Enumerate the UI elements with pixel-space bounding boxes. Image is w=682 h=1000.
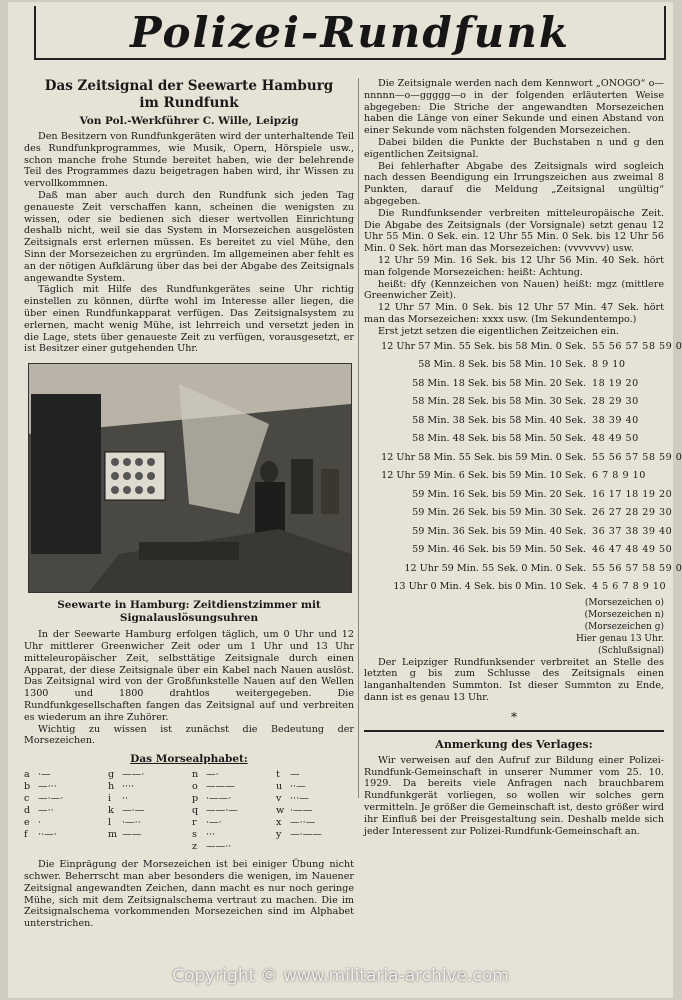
morse-entry — [108, 817, 186, 829]
morse-entry — [276, 805, 354, 817]
morse-letter: b — [24, 781, 31, 793]
paragraph: 12 Uhr 59 Min. 16 Sek. bis 12 Uhr 56 Min. 40 Sek. hört man folgende Morsezeichen: heißt: Achtung. — [364, 254, 664, 278]
morse-entry — [192, 841, 270, 853]
morse-heading: Das Morsealphabet: — [130, 753, 248, 766]
morse-letter: k — [108, 805, 114, 817]
morse-code: ——· — [122, 769, 145, 781]
morse-code: ·—·· — [122, 817, 141, 829]
schedule-row — [364, 338, 682, 357]
morse-letter — [276, 841, 286, 853]
column-divider — [358, 78, 359, 798]
schedule-seconds: 55 56 57 58 59 0 — [592, 340, 682, 352]
morse-code: · — [38, 817, 42, 829]
right-column — [364, 78, 682, 837]
morse-entry — [24, 781, 102, 793]
schedule-seconds: 18 19 20 — [592, 377, 639, 389]
morse-alphabet-table — [24, 769, 354, 853]
schedule-time: 58 Min. 18 Sek. bis 58 Min. 20 Sek. — [412, 377, 586, 389]
notice-title: Anmerkung des Verlages: — [435, 737, 593, 751]
note-o: (Morsezeichen o) — [584, 597, 664, 608]
separator-star: * — [511, 709, 517, 724]
photo-time-service-room — [28, 363, 352, 593]
article-title-line1: Das Zeitsignal der Seewarte Hamburg — [44, 78, 334, 94]
schedule-seconds: 26 27 28 29 30 — [592, 507, 673, 519]
schedule-row — [364, 356, 664, 375]
paragraph: Bei fehlerhafter Abgabe des Zeitsignals wird sogleich nach dessen Beendigung ein Irrungszeichen aus zweimal 8 Punkten, darauf die Meldung „Zeitsignal ungültig“ abgegeben. — [364, 160, 664, 207]
morse-entry — [108, 793, 186, 805]
article-title-line2: im Rundfunk — [139, 95, 239, 111]
notice-text: Wir verweisen auf den Aufruf zur Bildung einer Polizei-Rundfunk-Gemeinschaft in unserer Nummer vom 25. 10. 1929. Da bereits viele Anfragen nach brauchbarem Rundfunkgerät vorliegen, so wollen wir solches gern vermitteln. Je größer die Gemeinschaft ist, desto größer wird ihr Einfluß bei der Preisgestaltung sein. Deshalb melde sich jeder Interessent zur Polizei-Rundfunk-Gemeinschaft an. — [364, 754, 664, 837]
schedule-time: 13 Uhr 0 Min. 4 Sek. bis 0 Min. 10 Sek. — [393, 581, 586, 593]
article-title — [24, 78, 354, 112]
schedule-seconds: 55 56 57 58 59 0 — [592, 451, 682, 463]
morse-code: ···· — [122, 781, 135, 793]
morse-entry — [276, 793, 354, 805]
morse-code: — — [290, 769, 300, 781]
schedule-row — [364, 578, 667, 597]
morse-code: —·· — [38, 805, 54, 817]
morse-letter: g — [108, 769, 115, 781]
morse-entry — [192, 781, 270, 793]
schedule-row — [364, 523, 673, 542]
morse-entry — [24, 841, 102, 853]
morse-entry — [192, 793, 270, 805]
morse-code: ··· — [206, 829, 216, 841]
paragraph: In der Seewarte Hamburg erfolgen täglich, um 0 Uhr und 12 Uhr mittlerer Greenwicher Zeit oder um 1 Uhr und 13 Uhr mitteleuropäischer Zeit, selbsttätige Zeitsignale durch einen Apparat, der diese Zeitsignale über ein Kabel nach Nauen auslöst. Das Zeitsignal wird von der Großfunkstelle Nauen auf den Wellen 1300 und 1800 drahtlos weitergegeben. Die Rundfunkgesellschaften fangen das Zeitsignal auf und verbreiten es wiederum an ihre Zuhörer. — [24, 629, 354, 723]
morse-code: —··— — [290, 817, 316, 829]
morse-code: —·— — [122, 805, 145, 817]
schedule-time: 58 Min. 48 Sek. bis 58 Min. 50 Sek. — [412, 433, 586, 445]
morse-letter: m — [108, 829, 118, 841]
magazine-page — [8, 2, 682, 998]
schedule-row — [364, 449, 682, 468]
morse-code: —··· — [38, 781, 57, 793]
morse-letter: f — [24, 829, 28, 841]
schedule-seconds: 6 7 8 9 10 — [592, 470, 646, 482]
morse-entry — [24, 793, 102, 805]
schedule-time: 12 Uhr 58 Min. 55 Sek. bis 59 Min. 0 Sek. — [381, 451, 586, 463]
morse-code: —·—— — [290, 829, 322, 841]
schedule-time: 59 Min. 16 Sek. bis 59 Min. 20 Sek. — [412, 488, 586, 500]
time-signal-schedule — [364, 338, 682, 597]
byline: Von Pol.-Werkführer C. Wille, Leipzig — [79, 115, 299, 127]
schedule-row — [364, 467, 664, 486]
morse-code: ··— — [290, 781, 306, 793]
morse-letter — [24, 841, 34, 853]
morse-entry — [276, 781, 354, 793]
paragraph: Dabei bilden die Punkte der Buchstaben n und g den eigentlichen Zeitsignal. — [364, 136, 664, 160]
morse-letter: l — [108, 817, 112, 829]
morse-letter: p — [192, 793, 199, 805]
morse-code: —·—· — [38, 793, 64, 805]
morse-code: ·· — [122, 793, 129, 805]
morse-code: ——·· — [206, 841, 232, 853]
schedule-seconds: 38 39 40 — [592, 414, 639, 426]
morse-letter: i — [108, 793, 112, 805]
paragraph: Den Besitzern von Rundfunkgeräten wird der unterhaltende Teil des Rundfunkprogrammes, wie Musik, Opern, Hörspiele usw., schon manche frohe Stunde bereitet haben, wie der belehrende Teil des Programmes dazu beigetragen haben wird, ihr Wissen zu vervollkommnen. — [24, 131, 354, 190]
photo-illustration — [29, 364, 351, 592]
schedule-row — [364, 560, 682, 579]
note-n: (Morsezeichen n) — [584, 609, 664, 620]
schedule-seconds: 55 56 57 58 59 0 — [592, 562, 682, 574]
morse-entry — [192, 817, 270, 829]
paragraph: Erst jetzt setzen die eigentlichen Zeitzeichen ein. — [378, 325, 619, 337]
paragraph: Der Leipziger Rundfunksender verbreitet an Stelle des letzten g bis zum Schlusse des Zeitsignals einen langanhaltenden Summton. Ist dieser Summton zu Ende, dann ist es genau 13 Uhr. — [364, 656, 664, 703]
morse-entry — [24, 769, 102, 781]
left-column — [24, 78, 354, 930]
morse-letter: x — [276, 817, 282, 829]
morse-letter: s — [192, 829, 197, 841]
morse-letter: c — [24, 793, 30, 805]
paragraph: Daß man aber auch durch den Rundfunk sich jeden Tag genaueste Zeit verschaffen kann, scheinen die wenigsten zu wissen, oder sie bedienen sich dieser wertvollen Einrichtung deshalb nicht, weil sie das System in Morsezeichen ausgelösten Zeitsignals erst erlernen müssen. Es bereitet zu viel Mühe, den Sinn der Morsezeichen zu ergründen. Im allgemeinen aber fehlt es an der nötigen Aufklärung über das bei der Abgabe des Zeitsignals angewandte System. — [24, 189, 354, 284]
morse-letter: e — [24, 817, 30, 829]
morse-entry — [192, 769, 270, 781]
paragraph: 12 Uhr 57 Min. 0 Sek. bis 12 Uhr 57 Min. 47 Sek. hört man das Morsezeichen: xxxx usw. (Im Sekundentempo.) — [364, 302, 664, 325]
schedule-time: 59 Min. 46 Sek. bis 59 Min. 50 Sek. — [412, 544, 586, 556]
paragraph: Die Einprägung der Morsezeichen ist bei einiger Übung nicht schwer. Beherrscht man aber besonders die wenigen, im Nauener Zeitsignal angewandten Zeichen, dann macht es nur noch geringe Mühe, sich mit dem Zeitsignalschema vertraut zu machen. Die im Zeitsignalschema vorkommenden Morsezeichen sind im Alphabet unterstrichen. — [24, 859, 354, 930]
morse-entry — [108, 841, 186, 853]
schedule-row — [364, 393, 664, 412]
morse-entry — [24, 817, 102, 829]
morse-letter: r — [192, 817, 197, 829]
morse-code: ·——· — [206, 793, 232, 805]
morse-letter: n — [192, 769, 199, 781]
morse-letter: u — [276, 781, 283, 793]
schedule-seconds: 16 17 18 19 20 — [592, 488, 673, 500]
masthead — [34, 6, 666, 60]
morse-code: ·—· — [206, 817, 222, 829]
schedule-time: 58 Min. 28 Sek. bis 58 Min. 30 Sek. — [412, 396, 586, 408]
end-signal-note: (Schlußsignal) — [597, 645, 664, 656]
morse-entry — [276, 769, 354, 781]
morse-letter: w — [276, 805, 285, 817]
schedule-row — [364, 412, 664, 431]
morse-entry — [192, 829, 270, 841]
note-g: (Morsezeichen g) — [584, 621, 664, 632]
morse-code: ··—· — [38, 829, 57, 841]
morse-letter: q — [192, 805, 199, 817]
schedule-time: 12 Uhr 59 Min. 6 Sek. bis 59 Min. 10 Sek. — [381, 470, 586, 482]
morse-letter: h — [108, 781, 115, 793]
morse-code: ·—— — [290, 805, 313, 817]
paragraph: Die Zeitsignale werden nach dem Kennwort „ONOGO“ o—nnnnn—o—ggggg—o in der folgenden erläuterten Weise abgegeben: Die Striche der angewandten Morsezeichen haben die Länge von einer Sekunde und einen Abstand von einer Sekunde vom nächsten folgenden Morsezeichen. — [364, 78, 664, 137]
morse-code: ——·— — [206, 805, 238, 817]
morse-entry — [276, 841, 354, 853]
schedule-seconds: 48 49 50 — [592, 433, 639, 445]
schedule-seconds: 46 47 48 49 50 — [592, 544, 673, 556]
copyright-watermark: Copyright © www.militaria-archive.com — [172, 966, 509, 986]
paragraph: Wichtig zu wissen ist zunächst die Bedeutung der Morsezeichen. — [24, 723, 354, 747]
morse-entry — [108, 769, 186, 781]
schedule-row — [364, 375, 664, 394]
morse-code: —· — [206, 769, 219, 781]
schedule-row — [364, 504, 673, 523]
morse-entry — [276, 829, 354, 841]
schedule-time: 58 Min. 8 Sek. bis 58 Min. 10 Sek. — [418, 359, 586, 371]
schedule-time: 12 Uhr 59 Min. 55 Sek. 0 Min. 0 Sek. — [404, 562, 586, 574]
schedule-seconds: 8 9 10 — [592, 359, 626, 371]
morse-letter: z — [192, 841, 198, 853]
morse-code: ·— — [38, 769, 51, 781]
schedule-seconds: 36 37 38 39 40 — [592, 525, 673, 537]
photo-caption: Seewarte in Hamburg: Zeitdienstzimmer mit Signalauslösungsuhren — [57, 599, 321, 625]
paragraph: Täglich mit Hilfe des Rundfunkgerätes seine Uhr richtig einstellen zu können, dürfte wohl im Interesse aller liegen, die über einen Rundfunkapparat verfügen. Das Zeitsignalsystem zu erlernen, macht wenig Mühe, ist lehrreich und versetzt jeden in die Lage, stets über genaueste Zeit zu verfügen, vorausgesetzt, er ist Besitzer einer gutgehenden Uhr. — [24, 284, 354, 355]
morse-letter: o — [192, 781, 198, 793]
schedule-row — [364, 541, 673, 560]
schedule-seconds: 4 5 6 7 8 9 10 — [592, 581, 667, 593]
morse-letter: y — [276, 829, 282, 841]
schedule-time: 59 Min. 26 Sek. bis 59 Min. 30 Sek. — [412, 507, 586, 519]
schedule-row — [364, 486, 673, 505]
morse-letter: d — [24, 805, 31, 817]
morse-entry — [24, 805, 102, 817]
morse-letter: t — [276, 769, 280, 781]
morse-entry — [276, 817, 354, 829]
morse-code: ···— — [290, 793, 309, 805]
schedule-time: 59 Min. 36 Sek. bis 59 Min. 40 Sek. — [412, 525, 586, 537]
morse-letter: v — [276, 793, 282, 805]
morse-letter — [108, 841, 118, 853]
morse-entry — [192, 805, 270, 817]
masthead-title: Polizei-Rundfunk — [130, 7, 570, 57]
morse-code: ——— — [206, 781, 235, 793]
schedule-seconds: 28 29 30 — [592, 396, 639, 408]
schedule-time: 12 Uhr 57 Min. 55 Sek. bis 58 Min. 0 Sek. — [381, 340, 586, 352]
morse-letter: a — [24, 769, 30, 781]
paragraph: heißt: dfy (Kennzeichen von Nauen) heißt: mgz (mittlere Greenwicher Zeit). — [364, 278, 664, 302]
morse-entry — [108, 781, 186, 793]
morse-code: —— — [122, 829, 142, 841]
paragraph: Die Rundfunksender verbreiten mitteleuropäische Zeit. Die Abgabe des Zeitsignals (der Vorsignale) setzt genau 12 Uhr 55 Min. 0 Sek. ein. 12 Uhr 55 Min. 0 Sek. bis 12 Uhr 56 Min. 0 Sek. hört man das Morsezeichen: (vvvvvvv) usw. — [364, 207, 664, 255]
schedule-row — [364, 430, 664, 449]
publisher-notice — [364, 730, 664, 838]
exact-time-note: Hier genau 13 Uhr. — [576, 633, 664, 644]
morse-entry — [24, 829, 102, 841]
morse-entry — [108, 829, 186, 841]
schedule-time: 58 Min. 38 Sek. bis 58 Min. 40 Sek. — [412, 414, 586, 426]
morse-entry — [108, 805, 186, 817]
